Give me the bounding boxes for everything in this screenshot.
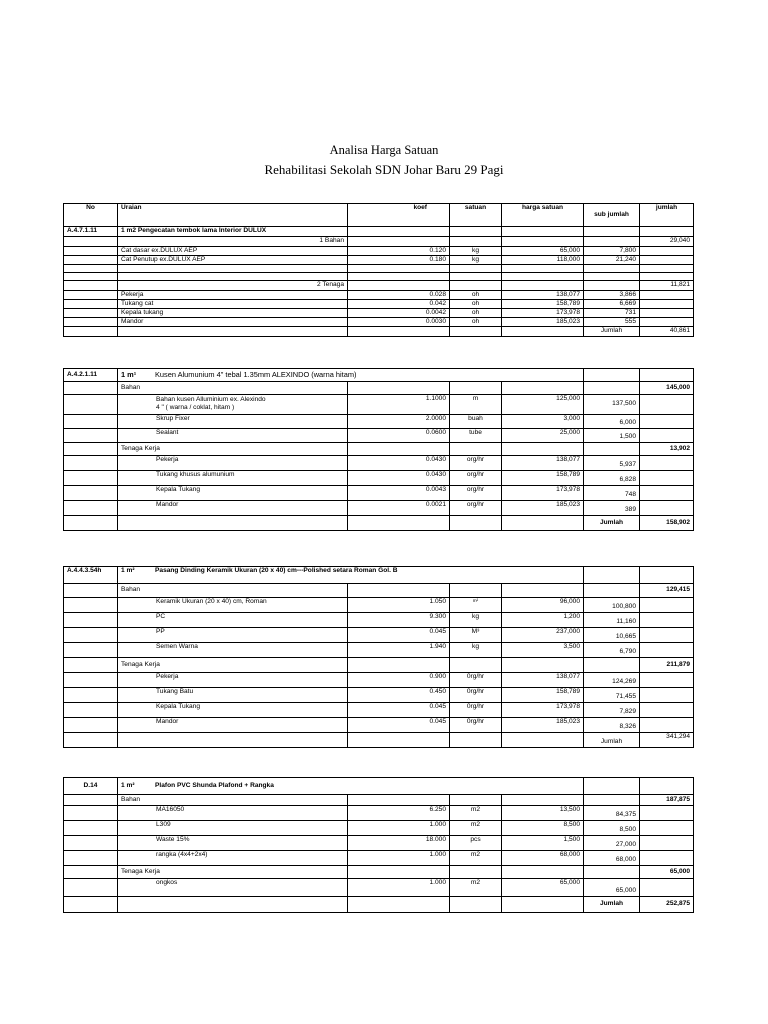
item-koef: 1.940 (348, 643, 450, 658)
item-unit: 1 m² (121, 781, 135, 789)
item-sub: 68,000 (584, 851, 640, 866)
item-code: A.4.4.3.54h (64, 567, 118, 584)
item-harga: 3,500 (502, 643, 584, 658)
section3-table (63, 566, 694, 748)
item-unit: 1 m² (121, 567, 135, 574)
item-name: Cat Penutup ex.DULUX AEP (118, 256, 348, 265)
jumlah-row (64, 516, 694, 531)
empty-row (64, 265, 694, 273)
document-subtitle: Rehabilitasi Sekolah SDN Johar Baru 29 Pagi (264, 162, 504, 177)
table-row (64, 429, 694, 443)
item-name-line1: Bahan kusen Alluminium ex. Alexindo (156, 396, 266, 403)
jumlah-label: Jumlah (584, 516, 640, 531)
item-name-line2: 4 " ( warna / coklat, hitam ) (156, 404, 235, 412)
item-title: 1 m2 Pengecatan tembok lama Interior DULUX (118, 227, 348, 237)
item-satuan: org/hr (450, 486, 502, 501)
item-koef: 0.0042 (348, 309, 450, 318)
item-harga: 1,200 (502, 613, 584, 628)
group-label: Bahan (118, 795, 348, 806)
item-sub: 389 (584, 501, 640, 516)
group-total: 145,000 (640, 382, 694, 395)
item-koef: 0.028 (348, 291, 450, 300)
item-satuan: org/hr (450, 501, 502, 516)
group-tenaga-row (64, 866, 694, 879)
header-sub-jumlah: sub jumlah (584, 204, 640, 227)
header-koef: koef (348, 204, 450, 227)
item-satuan: 0rg/hr (450, 703, 502, 718)
item-koef: 6.250 (348, 806, 450, 821)
item-koef: 1.1000 (348, 395, 450, 415)
item-satuan: 0rg/hr (450, 673, 502, 688)
jumlah-total: 252,875 (640, 897, 694, 913)
jumlah-total: 40,861 (640, 327, 694, 337)
item-name: MA16050 (118, 806, 348, 821)
item-satuan: 0rg/hr (450, 718, 502, 733)
group-label: 2 Tenaga (118, 281, 348, 291)
header-satuan: satuan (450, 204, 502, 227)
section1-table (63, 203, 694, 337)
item-harga: 173,978 (502, 703, 584, 718)
item-name: Kepala tukang (118, 309, 348, 318)
item-sub: 8,326 (584, 718, 640, 733)
table-row (64, 673, 694, 688)
item-sub: 5,937 (584, 456, 640, 471)
item-sub: 124,269 (584, 673, 640, 688)
table-row (64, 471, 694, 486)
item-sub: 10,665 (584, 628, 640, 643)
item-sub: 7,800 (584, 247, 640, 256)
item-koef: 2.0000 (348, 415, 450, 429)
group-label: Tenaga Kerja (118, 658, 348, 673)
item-satuan: oh (450, 300, 502, 309)
group-bahan-row (64, 237, 694, 247)
item-sub: 71,455 (584, 688, 640, 703)
item-code: A.4.7.1.11 (64, 227, 118, 237)
table-row (64, 395, 694, 415)
item-name: Sealant (118, 429, 348, 443)
table-row (64, 821, 694, 836)
jumlah-total: 341,294 (640, 733, 694, 748)
item-harga: 185,023 (502, 718, 584, 733)
item-title: Kusen Alumunium 4" tebal 1.35mm ALEXINDO (warna hitam) (155, 370, 357, 380)
section2-table (63, 368, 694, 531)
item-harga: 8,500 (502, 821, 584, 836)
item-sub: 11,160 (584, 613, 640, 628)
item-koef: 0.0030 (348, 318, 450, 327)
item-harga: 138,077 (502, 673, 584, 688)
item-harga: 68,000 (502, 851, 584, 866)
item-title: Pasang Dinding Keramik Ukuran (20 x 40) cm---Polished setara Roman Gol. B (155, 567, 398, 574)
item-harga: 13,500 (502, 806, 584, 821)
item-harga: 173,978 (502, 486, 584, 501)
item-sub: 1,500 (584, 429, 640, 443)
item-harga: 158,789 (502, 688, 584, 703)
table-row (64, 628, 694, 643)
table-row (64, 300, 694, 309)
item-harga: 158,789 (502, 471, 584, 486)
item-sub: 84,375 (584, 806, 640, 821)
item-name: Tukang cat (118, 300, 348, 309)
jumlah-row (64, 733, 694, 748)
item-name (118, 395, 348, 415)
item-koef: 1.000 (348, 821, 450, 836)
table-row (64, 456, 694, 471)
item-sub: 6,669 (584, 300, 640, 309)
item-sub: 3,866 (584, 291, 640, 300)
item-satuan: m (450, 395, 502, 415)
item-name: Tukang khusus alumunium (118, 471, 348, 486)
table-row (64, 688, 694, 703)
item-sub: 100,800 (584, 598, 640, 613)
jumlah-total: 158,902 (640, 516, 694, 531)
table-row (64, 718, 694, 733)
table-row (64, 806, 694, 821)
item-satuan: oh (450, 309, 502, 318)
item-harga: 237,000 (502, 628, 584, 643)
item-name: PC (118, 613, 348, 628)
item-name: rangka (4x4+2x4) (118, 851, 348, 866)
item-sub: 748 (584, 486, 640, 501)
group-bahan-row (64, 795, 694, 806)
item-koef: 0.450 (348, 688, 450, 703)
item-name: Semen Warna (118, 643, 348, 658)
item-name: Keramik Ukuran (20 x 40) cm, Roman (118, 598, 348, 613)
item-code: D.14 (64, 778, 118, 795)
item-koef: 9.300 (348, 613, 450, 628)
group-label: Tenaga Kerja (118, 443, 348, 456)
item-name: PP (118, 628, 348, 643)
group-total: 13,902 (640, 443, 694, 456)
table-row (64, 318, 694, 327)
table-row (64, 247, 694, 256)
item-name: Waste 15% (118, 836, 348, 851)
item-satuan: m2 (450, 879, 502, 897)
item-sub: 21,240 (584, 256, 640, 265)
jumlah-row (64, 327, 694, 337)
header-harga-satuan: harga satuan (502, 204, 584, 227)
item-satuan: kg (450, 613, 502, 628)
item-satuan: m2 (450, 806, 502, 821)
table-row (64, 836, 694, 851)
item-name: Mandor (118, 318, 348, 327)
table-row (64, 256, 694, 265)
item-koef: 0.180 (348, 256, 450, 265)
group-total: 29,040 (640, 237, 694, 247)
table-row (64, 703, 694, 718)
group-total: 211,879 (640, 658, 694, 673)
item-koef: 0.045 (348, 718, 450, 733)
item-name: Pekerja (118, 673, 348, 688)
jumlah-label: Jumlah (584, 897, 640, 913)
item-koef: 1.050 (348, 598, 450, 613)
group-tenaga-row (64, 658, 694, 673)
item-name: Mandor (118, 718, 348, 733)
item-harga: 118,000 (502, 256, 584, 265)
item-satuan: kg (450, 256, 502, 265)
item-code: A.4.2.1.11 (64, 369, 118, 382)
item-harga: 65,000 (502, 247, 584, 256)
item-koef: 0.0021 (348, 501, 450, 516)
item-harga: 173,978 (502, 309, 584, 318)
table-row (64, 851, 694, 866)
table-row (64, 598, 694, 613)
item-name: ongkos (118, 879, 348, 897)
item-koef: 0.900 (348, 673, 450, 688)
group-bahan-row (64, 382, 694, 395)
item-satuan: m² (450, 598, 502, 613)
item-koef: 0.045 (348, 703, 450, 718)
table-row (64, 309, 694, 318)
item-satuan: 0rg/hr (450, 688, 502, 703)
item-harga: 138,077 (502, 456, 584, 471)
item-sub: 8,500 (584, 821, 640, 836)
item-unit: 1 m¹ (121, 370, 137, 380)
item-harga: 3,000 (502, 415, 584, 429)
table-row (64, 291, 694, 300)
group-total: 11,821 (640, 281, 694, 291)
item-sub: 555 (584, 318, 640, 327)
item-satuan: org/hr (450, 456, 502, 471)
empty-row (64, 273, 694, 281)
section4-table (63, 777, 694, 913)
group-total: 187,875 (640, 795, 694, 806)
item-title: Plafon PVC Shunda Plafond + Rangka (155, 781, 274, 789)
item-koef: 18.000 (348, 836, 450, 851)
item-harga: 96,000 (502, 598, 584, 613)
table-row (64, 879, 694, 897)
item-sub: 6,000 (584, 415, 640, 429)
item-harga: 65,000 (502, 879, 584, 897)
item-sub: 731 (584, 309, 640, 318)
item-koef: 0.120 (348, 247, 450, 256)
header-row (64, 204, 694, 227)
group-label: Bahan (118, 382, 348, 395)
item-name: Mandor (118, 501, 348, 516)
document-title: Analisa Harga Satuan (329, 143, 439, 157)
item-name: L309 (118, 821, 348, 836)
jumlah-label: Jumlah (584, 733, 640, 748)
item-name: Pekerja (118, 291, 348, 300)
item-harga: 185,023 (502, 501, 584, 516)
item-satuan: kg (450, 247, 502, 256)
item-koef: 0.0043 (348, 486, 450, 501)
table-row (64, 486, 694, 501)
group-total: 65,000 (640, 866, 694, 879)
item-satuan: oh (450, 318, 502, 327)
item-koef: 0.0430 (348, 471, 450, 486)
item-satuan: buah (450, 415, 502, 429)
item-name: Pekerja (118, 456, 348, 471)
item-harga: 125,000 (502, 395, 584, 415)
item-harga: 185,023 (502, 318, 584, 327)
header-no: No (64, 204, 118, 227)
table-row (64, 415, 694, 429)
group-tenaga-row (64, 281, 694, 291)
item-koef: 0.0430 (348, 456, 450, 471)
group-label: 1 Bahan (118, 237, 348, 247)
item-name: Cat dasar ex.DULUX AEP (118, 247, 348, 256)
header-jumlah: jumlah (640, 204, 694, 227)
group-tenaga-row (64, 443, 694, 456)
item-harga: 138,077 (502, 291, 584, 300)
item-koef: 1.000 (348, 851, 450, 866)
item-satuan: m2 (450, 851, 502, 866)
item-koef: 1.000 (348, 879, 450, 897)
item-satuan: oh (450, 291, 502, 300)
table-row (64, 501, 694, 516)
item-name: Kepala Tukang (118, 486, 348, 501)
item-sub: 6,828 (584, 471, 640, 486)
item-name: Tukang Batu (118, 688, 348, 703)
item-sub: 6,790 (584, 643, 640, 658)
item-harga: 25,000 (502, 429, 584, 443)
section-title-row (64, 567, 694, 584)
section-title-row (64, 369, 694, 382)
jumlah-label: Jumlah (584, 327, 640, 337)
group-label: Bahan (118, 584, 348, 598)
group-bahan-row (64, 584, 694, 598)
item-satuan: M³ (450, 628, 502, 643)
section-title-row (64, 778, 694, 795)
item-satuan: tube (450, 429, 502, 443)
item-name: Kepala Tukang (118, 703, 348, 718)
item-koef: 0.045 (348, 628, 450, 643)
item-satuan: pcs (450, 836, 502, 851)
item-name: Skrup Fixer (118, 415, 348, 429)
header-uraian: Uraian (118, 204, 348, 227)
jumlah-row (64, 897, 694, 913)
item-satuan: m2 (450, 821, 502, 836)
item-satuan: org/hr (450, 471, 502, 486)
section-title-row (64, 227, 694, 237)
item-sub: 137,500 (584, 395, 640, 415)
item-sub: 27,000 (584, 836, 640, 851)
group-total: 129,415 (640, 584, 694, 598)
item-satuan: kg (450, 643, 502, 658)
item-harga: 1,500 (502, 836, 584, 851)
item-sub: 65,000 (584, 879, 640, 897)
table-row (64, 613, 694, 628)
group-label: Tenaga Kerja (118, 866, 348, 879)
item-koef: 0.042 (348, 300, 450, 309)
item-harga: 158,789 (502, 300, 584, 309)
item-koef: 0.0600 (348, 429, 450, 443)
item-sub: 7,829 (584, 703, 640, 718)
table-row (64, 643, 694, 658)
